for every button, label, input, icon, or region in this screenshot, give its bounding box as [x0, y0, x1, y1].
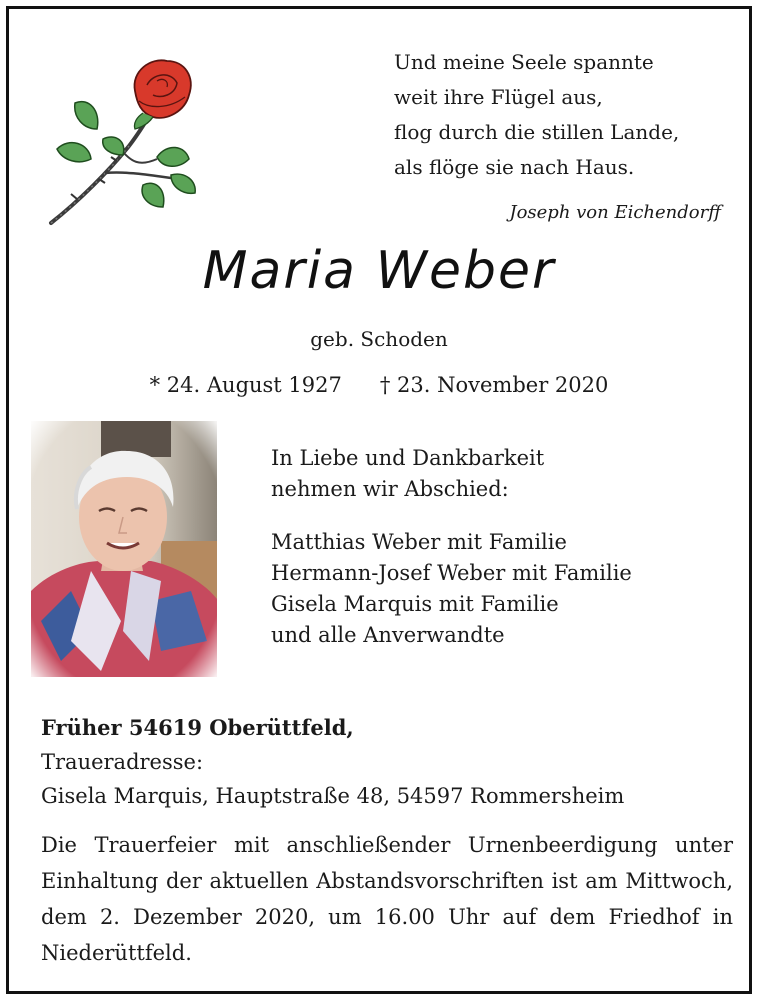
obituary-notice	[6, 6, 752, 994]
mourner-name: und alle Anverwandte	[271, 623, 505, 647]
mourner-name: Gisela Marquis mit Familie	[271, 592, 559, 616]
poem-line: als flöge sie nach Haus.	[394, 155, 635, 179]
birth-date: * 24. August 1927	[149, 373, 342, 397]
mourning-address-label: Traueradresse:	[41, 750, 204, 774]
red-rose-icon	[39, 51, 209, 231]
poem	[394, 45, 734, 185]
life-dates	[9, 373, 749, 397]
poem-line: flog durch die stillen Lande,	[394, 120, 680, 144]
mourners-list	[271, 527, 632, 651]
portrait-photo	[31, 421, 217, 677]
poem-line: Und meine Seele spannte	[394, 50, 654, 74]
mourner-name: Matthias Weber mit Familie	[271, 530, 567, 554]
death-date: † 23. November 2020	[379, 373, 609, 397]
mourners-section	[271, 443, 632, 651]
former-residence: Früher 54619 Oberüttfeld,	[41, 715, 354, 740]
funeral-details: Die Trauerfeier mit anschließender Urnenbeerdigung unter Einhaltung der aktuellen Abstandsvorschriften ist am Mittwoch, dem 2. Dezember 2020, um 16.00 Uhr auf dem Friedhof in Niederüttfeld.	[41, 833, 733, 965]
deceased-name: Maria Weber	[202, 241, 556, 301]
mourners-intro: In Liebe und Dankbarkeit	[271, 446, 545, 470]
maiden-name: geb. Schoden	[310, 327, 448, 351]
mourners-intro: nehmen wir Abschied:	[271, 477, 509, 501]
poem-line: weit ihre Flügel aus,	[394, 85, 603, 109]
poem-author: Joseph von Eichendorff	[509, 202, 721, 223]
mourner-name: Hermann-Josef Weber mit Familie	[271, 561, 632, 585]
address-block	[41, 711, 731, 813]
mourning-address: Gisela Marquis, Hauptstraße 48, 54597 Rommersheim	[41, 784, 625, 808]
